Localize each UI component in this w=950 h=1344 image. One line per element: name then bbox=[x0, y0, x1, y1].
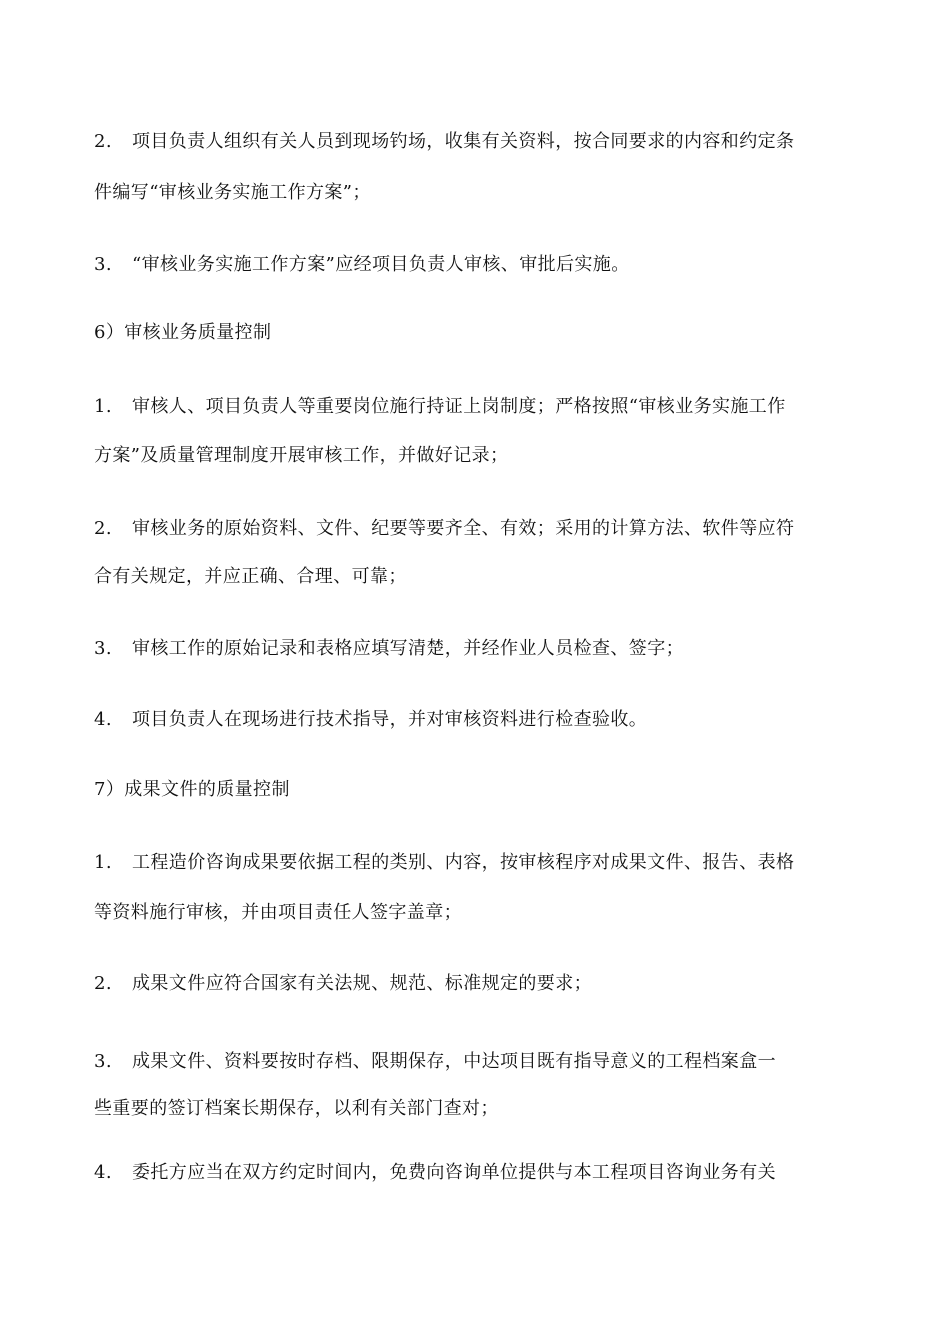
text-line bbox=[94, 851, 874, 875]
section-heading bbox=[94, 321, 874, 345]
text-line bbox=[94, 395, 874, 419]
text-line bbox=[94, 253, 874, 277]
section-heading bbox=[94, 778, 874, 802]
item-number: 2. bbox=[94, 973, 112, 994]
text-line bbox=[94, 637, 874, 661]
line-text: “审核业务实施工作方案”应经项目负责人审核、审批后实施。 bbox=[132, 254, 630, 275]
line-text: 些重要的签订档案长期保存，以利有关部门查对； bbox=[94, 1098, 499, 1119]
text-line bbox=[94, 1050, 874, 1074]
text-line bbox=[94, 901, 874, 925]
item-number: 1. bbox=[94, 396, 112, 417]
line-text: 工程造价咨询成果要依据工程的类别、内容，按审核程序对成果文件、报告、表格 bbox=[132, 852, 795, 873]
text-line bbox=[94, 1161, 874, 1185]
line-text: 委托方应当在双方约定时间内，免费向咨询单位提供与本工程项目咨询业务有关 bbox=[132, 1162, 776, 1183]
text-line bbox=[94, 181, 874, 205]
line-text: 项目负责人组织有关人员到现场钓场，收集有关资料，按合同要求的内容和约定条 bbox=[132, 131, 795, 152]
line-text: 等资料施行审核，并由项目责任人签字盖章； bbox=[94, 902, 462, 923]
line-text: 成果文件、资料要按时存档、限期保存，中达项目既有指导意义的工程档案盒一 bbox=[132, 1051, 776, 1072]
text-line bbox=[94, 972, 874, 996]
line-text: 7）成果文件的质量控制 bbox=[94, 779, 290, 800]
line-text: 审核工作的原始记录和表格应填写清楚，并经作业人员检查、签字； bbox=[132, 638, 684, 659]
item-number: 2. bbox=[94, 131, 112, 152]
text-line bbox=[94, 444, 874, 468]
line-text: 项目负责人在现场进行技术指导，并对审核资料进行检查验收。 bbox=[132, 709, 648, 730]
item-number: 1. bbox=[94, 852, 112, 873]
text-line bbox=[94, 1097, 874, 1121]
text-line bbox=[94, 565, 874, 589]
item-number: 4. bbox=[94, 709, 112, 730]
line-text: 6）审核业务质量控制 bbox=[94, 322, 272, 343]
text-line bbox=[94, 130, 874, 154]
text-line bbox=[94, 708, 874, 732]
item-number: 3. bbox=[94, 254, 112, 275]
line-text: 件编写“审核业务实施工作方案”； bbox=[94, 182, 371, 203]
line-text: 合有关规定，并应正确、合理、可靠； bbox=[94, 566, 407, 587]
text-line bbox=[94, 517, 874, 541]
line-text: 审核业务的原始资料、文件、纪要等要齐全、有效；采用的计算方法、软件等应符 bbox=[132, 518, 795, 539]
line-text: 方案”及质量管理制度开展审核工作，并做好记录； bbox=[94, 445, 509, 466]
item-number: 3. bbox=[94, 1051, 112, 1072]
item-number: 4. bbox=[94, 1162, 112, 1183]
line-text: 成果文件应符合国家有关法规、规范、标准规定的要求； bbox=[132, 973, 592, 994]
line-text: 审核人、项目负责人等重要岗位施行持证上岗制度；严格按照“审核业务实施工作 bbox=[132, 396, 786, 417]
item-number: 2. bbox=[94, 518, 112, 539]
item-number: 3. bbox=[94, 638, 112, 659]
